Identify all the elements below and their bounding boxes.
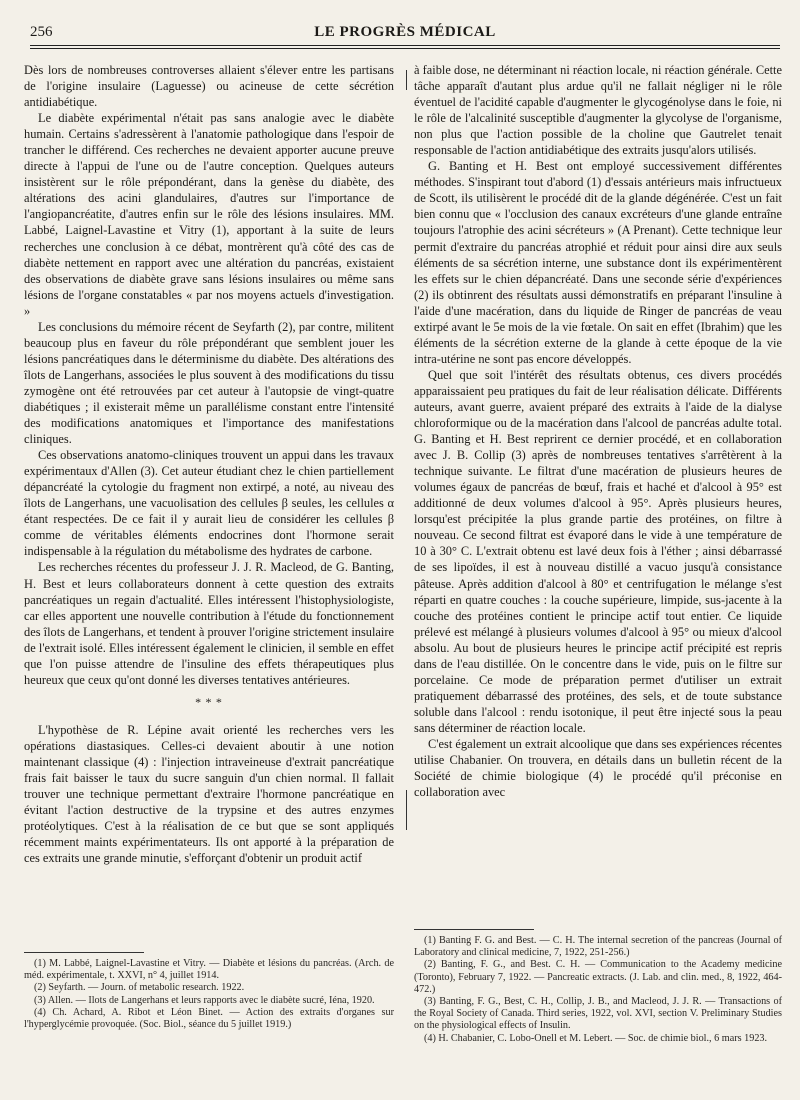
journal-title: LE PROGRÈS MÉDICAL xyxy=(314,24,496,40)
column-divider-mark xyxy=(406,790,407,830)
paragraph: Le diabète expérimental n'était pas sans analogie avec le diabète humain. Certains s'adressèrent à l'anatomie pathologique dans l'espoir de trancher le différend. Ces recherches ne devaient apporter aucune preuve directe à l'appui de l'une ou de l'autre conception. Quelques auteurs insistèrent sur le rôle prépondérant, dans la genèse du diabète, des altérations des acini glandulaires, d'autres sur l'importance de l'angiopancréatite, d'autres enfin sur le rôle des lésions insulaires. MM. Labbé, Laignel-Lavastine et Vitry (1), apportant à la suite de leurs recherches une conclusion à ce débat, montrèrent qu'à côté des cas de diabète nettement en rapport avec une altération du pancréas, existaient des observations de diabète grave sans lésions insulaires ou même sans lésions de l'organe constatables « par nos moyens actuels d'investigation. » xyxy=(24,111,394,318)
header-rule-double xyxy=(30,48,780,49)
paragraph: Les recherches récentes du professeur J. J. R. Macleod, de G. Banting, H. Best et leurs collaborateurs donnent à cette question des extraits pancréatiques un regain d'actualité. Elles intéressent l'histophysiologiste, car elles apportent une nouvelle contribution à l'étude du fonctionnement des îlots de Langerhans, et tendent à prouver l'origine strictement insulaire de l'extrait isolé. Elles intéressent également le clinicien, il semble en effet que l'on puisse attendre de l'insuline des effets thérapeutiques plus heureux que ceux qu'ont donné les diverses tentatives antérieures. xyxy=(24,560,394,687)
footnote: (4) H. Chabanier, C. Lobo-Onell et M. Lebert. — Soc. de chimie biol., 6 mars 1923. xyxy=(424,1032,768,1044)
footnote: (2) Seyfarth. — Journ. of metabolic research. 1922. xyxy=(34,982,245,994)
footnote: (3) Allen. — Ilots de Langerhans et leurs rapports avec le diabète sucré, Iéna, 1920. xyxy=(34,994,375,1006)
column-divider-mark xyxy=(406,70,407,90)
paragraph: Les conclusions du mémoire récent de Seyfarth (2), par contre, militent beaucoup plus en faveur du rôle prépondérant que semblent jouer les lésions pancréatiques dans le déterminisme du diabète. Des altérations des îlots de Langerhans, associées le plus souvent à des modifications du tissu zymogène ont été retrouvées par cet auteur à l'autopsie de vingt-quatre diabétiques ; il existerait même un parallélisme constant entre l'intensité des modifications anatomiques et l'importance des manifestations cliniques. xyxy=(24,319,394,447)
right-footnotes xyxy=(414,935,782,1045)
footnote-rule xyxy=(414,929,534,930)
paragraph: L'hypothèse de R. Lépine avait orienté les recherches vers les opérations diastasiques. Celles-ci devaient aboutir à une notion maintenant classique (4) : l'injection intraveineuse d'extrait pancréatique frais fait baisser le taux du sucre sanguin d'un chien normal. Il fallait trouver une technique permettant d'extraire l'hormone pancréatique en évitant l'action destructive de la trypsine et des autres enzymes protéolytiques. C'est à la réalisation de ce but que se sont appliqués récemment maints expérimentateurs. Ils ont apporté à la préparation de ces extraits une grande minutie, s'efforçant d'obtenir un produit actif xyxy=(24,722,394,866)
paragraph: G. Banting et H. Best ont employé successivement différentes méthodes. S'inspirant tout d'abord (1) d'essais antérieurs mais infructueux de Scott, ils utilisèrent le procédé dit de la glande dégénérée. C'est un fait bien connu que « l'occlusion des canaux excréteurs d'une glande entraîne toujours l'atrophie des acini sécréteurs » (A Prenant). Cette technique leur permit d'extraire du pancréas atrophié et réduit pour ainsi dire aux seuls éléments de sa sécrétion interne, une substance dont ils expérimentèrent les effets sur le chien dépancréaté. Dans une seconde série d'expériences (2) ils obtinrent des résultats aussi démonstratifs en préparant l'insuline à l'aide d'une macération, dans du liquide de Ringer de pancréas de veau extirpé avant le 5e mois de la vie fœtale. On sait en effet (Ibrahim) que les éléments de la sécrétion externe de la glande à cette époque de la vie intra-utérine ne sont pas encore développés. xyxy=(414,159,782,366)
paragraph: Quel que soit l'intérêt des résultats obtenus, ces divers procédés apparaissaient peu pratiques du fait de leur réalisation délicate. Différents auteurs, avant guerre, avaient préparé des extraits à l'aide de la dialyse chloroformique ou de la macération dans l'alcool de pancréas adulte total. G. Banting et H. Best reprirent ce dernier procédé, et en collaboration avec J. B. Collip (3) après de nombreuses tentatives s'arrêtèrent à la technique suivante. Le filtrat d'une macération de plusieurs heures de volumes égaux de pancréas de bœuf, frais et haché et d'alcool à 95° est additionné de deux volumes d'alcool à 95°. Après plusieurs heures, lorsqu'est précipitée la plus grande partie des protéines, on filtre à nouveau. Ce second filtrat est évaporé dans le vide à une température de 10 à 30° C. L'extrait obtenu est lavé deux fois à l'éther ; ainsi débarrassé de ses lipoïdes, il est à nouveau distillé a vacuo jusqu'à consistance pâteuse. Après addition d'alcool à 80° et centrifugation le mélange s'est réparti en quatre couches : la couche supérieure, limpide, sus-jacente à la couche des protéines contient le principe actif tout entier. Ce liquide prélevé est mélangé à plusieurs volumes d'alcool à 95° ou mieux d'alcool absolu. Au bout de plusieurs heures le principe actif précipité est repris dans de l'eau distillée. On le concentre dans le vide, puis on le filtre sur porcelaine. Ce mode de préparation permet d'utiliser un extrait pratiquement débarrassé des protéines, des sels, et de toute substance soluble dans l'alcool : rendu isotonique, il peut être injecté sous la peau sans déterminer de réaction locale. xyxy=(414,367,782,735)
paragraph: Dès lors de nombreuses controverses allaient s'élever entre les partisans de l'origine insulaire (Laguesse) ou acineuse de cette sécrétion antidiabétique. xyxy=(24,63,394,110)
right-column xyxy=(414,62,782,800)
page-number: 256 xyxy=(30,24,53,40)
section-separator: * * * xyxy=(195,694,223,709)
footnote: (4) Ch. Achard, A. Ribot et Léon Binet. — Action des extraits d'organes sur l'hyperglycémie provoquée. (Soc. Biol., séance du 5 juillet 1919.) xyxy=(24,1006,394,1031)
footnote-rule xyxy=(24,952,144,953)
footnote: (1) M. Labbé, Laignel-Lavastine et Vitry. — Diabète et lésions du pancréas. (Arch. de méd. expérimentale, t. XXVI, n° 4, juillet 1914. xyxy=(24,958,394,982)
footnote: (2) Banting, F. G., and Best. C. H. — Communication to the Academy medicine (Toronto), February 7, 1922. — Pancreatic extracts. (J. Lab. and clin. med., 8, 1922, 464-472.) xyxy=(414,959,782,995)
left-footnotes xyxy=(24,958,394,1031)
footnote: (3) Banting, F. G., Best, C. H., Collip, J. B., and Macleod, J. J. R. — Transactions of the Royal Society of Canada. Third series, 1922, vol. XVI, section V. Preliminary Studies on the physiological effects of Insulin. xyxy=(414,996,782,1032)
left-column xyxy=(24,62,394,866)
paragraph: Ces observations anatomo-cliniques trouvent un appui dans les travaux expérimentaux d'Allen (3). Cet auteur étudiant chez le chien partiellement dépancréaté la cytologie du fragment non extirpé, a noté, au niveau des îlots de Langerhans, une vacuolisation des cellules β seules, les cellules α étant respectées. De ce fait il y aurait lieu de considérer les cellules β comme de véritables éléments endocrines dont l'hormone serait indispensable à la régulation du métabolisme des hydrates de carbone. xyxy=(24,448,394,559)
paragraph: à faible dose, ne déterminant ni réaction locale, ni réaction générale. Cette tâche apparaît d'autant plus ardue qu'il ne fallait négliger ni le rôle éventuel de l'acidité capable d'augmenter le glycogénolyse dans le foie, ni le rôle de l'alcalinité susceptible d'augmenter la glycolyse de l'organisme, non plus que l'action possible de la choline que Gautrelet tenait responsable de l'action antidiabétique des extraits jusqu'alors utilisés. xyxy=(414,63,782,158)
paragraph: C'est également un extrait alcoolique que dans ses expériences récentes utilise Chabanier. On trouvera, en détails dans un bulletin récent de la Société de chimie biologique (4) le procédé qu'il préconise en collaboration avec xyxy=(414,736,782,800)
footnote: (1) Banting F. G. and Best. — C. H. The internal secretion of the pancreas (Journal of Laboratory and clinical medicine, 7, 1922, 251-256.) xyxy=(414,935,782,959)
header-rule xyxy=(30,45,780,46)
